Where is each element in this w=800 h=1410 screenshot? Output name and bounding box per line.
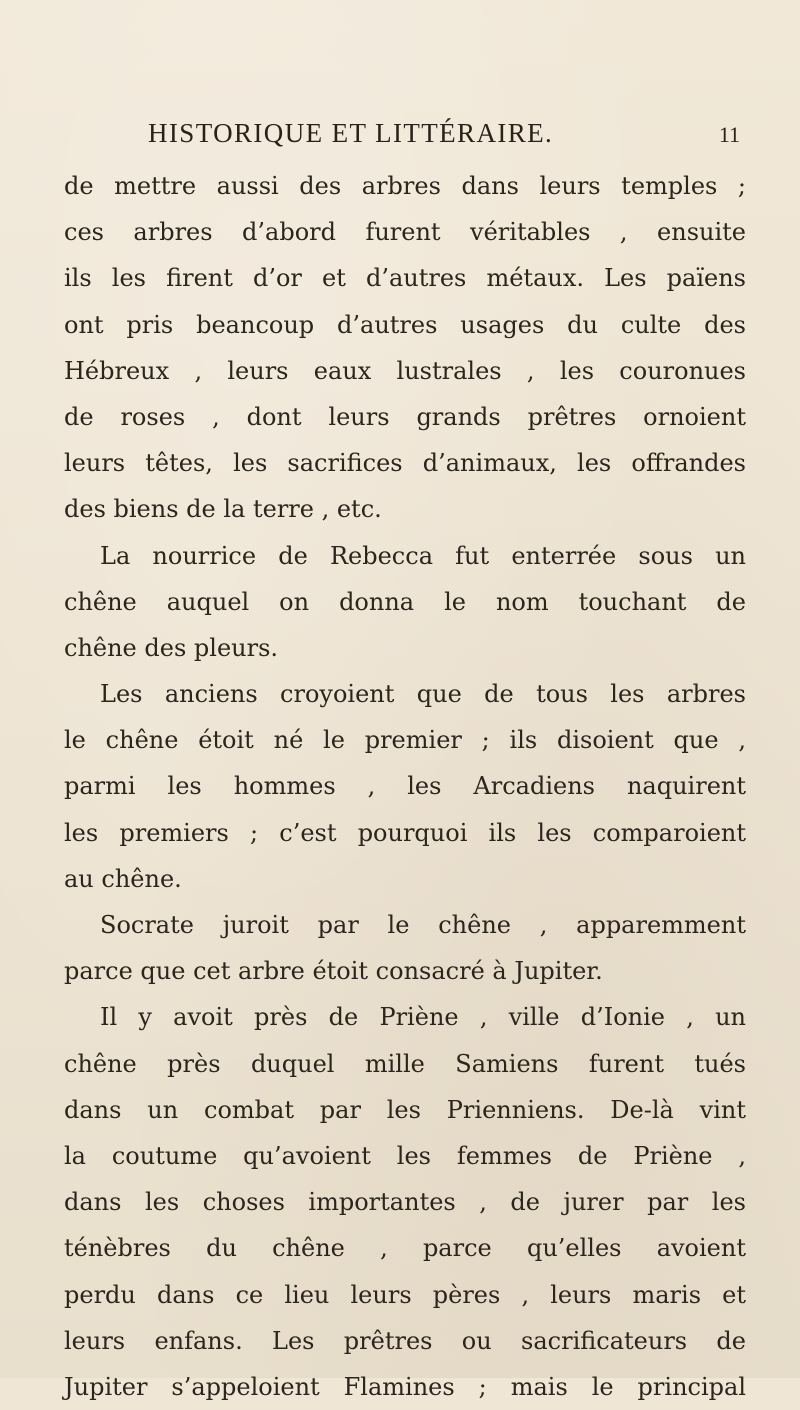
text-line: le chêne étoit né le premier ; ils disoient que , [64, 726, 746, 755]
running-head [148, 118, 748, 158]
text-line: La nourrice de Rebecca fut enterrée sous un [100, 541, 746, 570]
text-line: chêne près duquel mille Samiens furent tués [64, 1049, 746, 1078]
text-line: Socrate juroit par le chêne , apparemment [100, 911, 746, 939]
text-line: dans les choses importantes , de jurer par les [64, 1188, 746, 1217]
text-line: ont pris beancoup d’autres usages du culte des [64, 310, 746, 339]
running-title: HISTORIQUE ET LITTÉRAIRE. [148, 118, 554, 148]
text-line: ces arbres d’abord furent véritables , ensuite [64, 218, 746, 247]
text-line: de mettre aussi des arbres dans leurs temples ; [64, 172, 746, 200]
text-line: chêne auquel on donna le nom touchant de [64, 587, 746, 616]
text-line: Jupiter s’appeloient Flamines ; mais le principal [64, 1372, 746, 1401]
text-line: ténèbres du chêne , parce qu’elles avoient [64, 1234, 746, 1263]
text-line: leurs têtes, les sacrifices d’animaux, les offrandes [64, 449, 746, 478]
text-line: ils les firent d’or et d’autres métaux. Les païens [64, 264, 746, 293]
text-line: Il y avoit près de Priène , ville d’Ionie , un [100, 1003, 746, 1032]
body-text [64, 163, 746, 1410]
text-line: Les anciens croyoient que de tous les arbres [100, 680, 746, 709]
text-line: parmi les hommes , les Arcadiens naquirent [64, 772, 746, 801]
text-line: dans un combat par les Prienniens. De-là vint [64, 1095, 746, 1124]
text-line: des biens de la terre , etc. [64, 495, 382, 524]
text-line: leurs enfans. Les prêtres ou sacrificateurs de [64, 1326, 746, 1355]
text-line: Hébreux , leurs eaux lustrales , les couronues [64, 356, 746, 385]
text-line: perdu dans ce lieu leurs pères , leurs maris et [64, 1280, 746, 1309]
text-line: de roses , dont leurs grands prêtres ornoient [64, 402, 746, 431]
text-line: parce que cet arbre étoit consacré à Jupiter. [64, 957, 603, 986]
text-line: au chêne. [64, 864, 182, 893]
text-line-italic: chêne des pleurs. [64, 633, 279, 662]
text-line: la coutume qu’avoient les femmes de Priène , [64, 1141, 746, 1170]
page-number: 11 [718, 122, 740, 147]
text-line: les premiers ; c’est pourquoi ils les comparoient [64, 818, 746, 847]
